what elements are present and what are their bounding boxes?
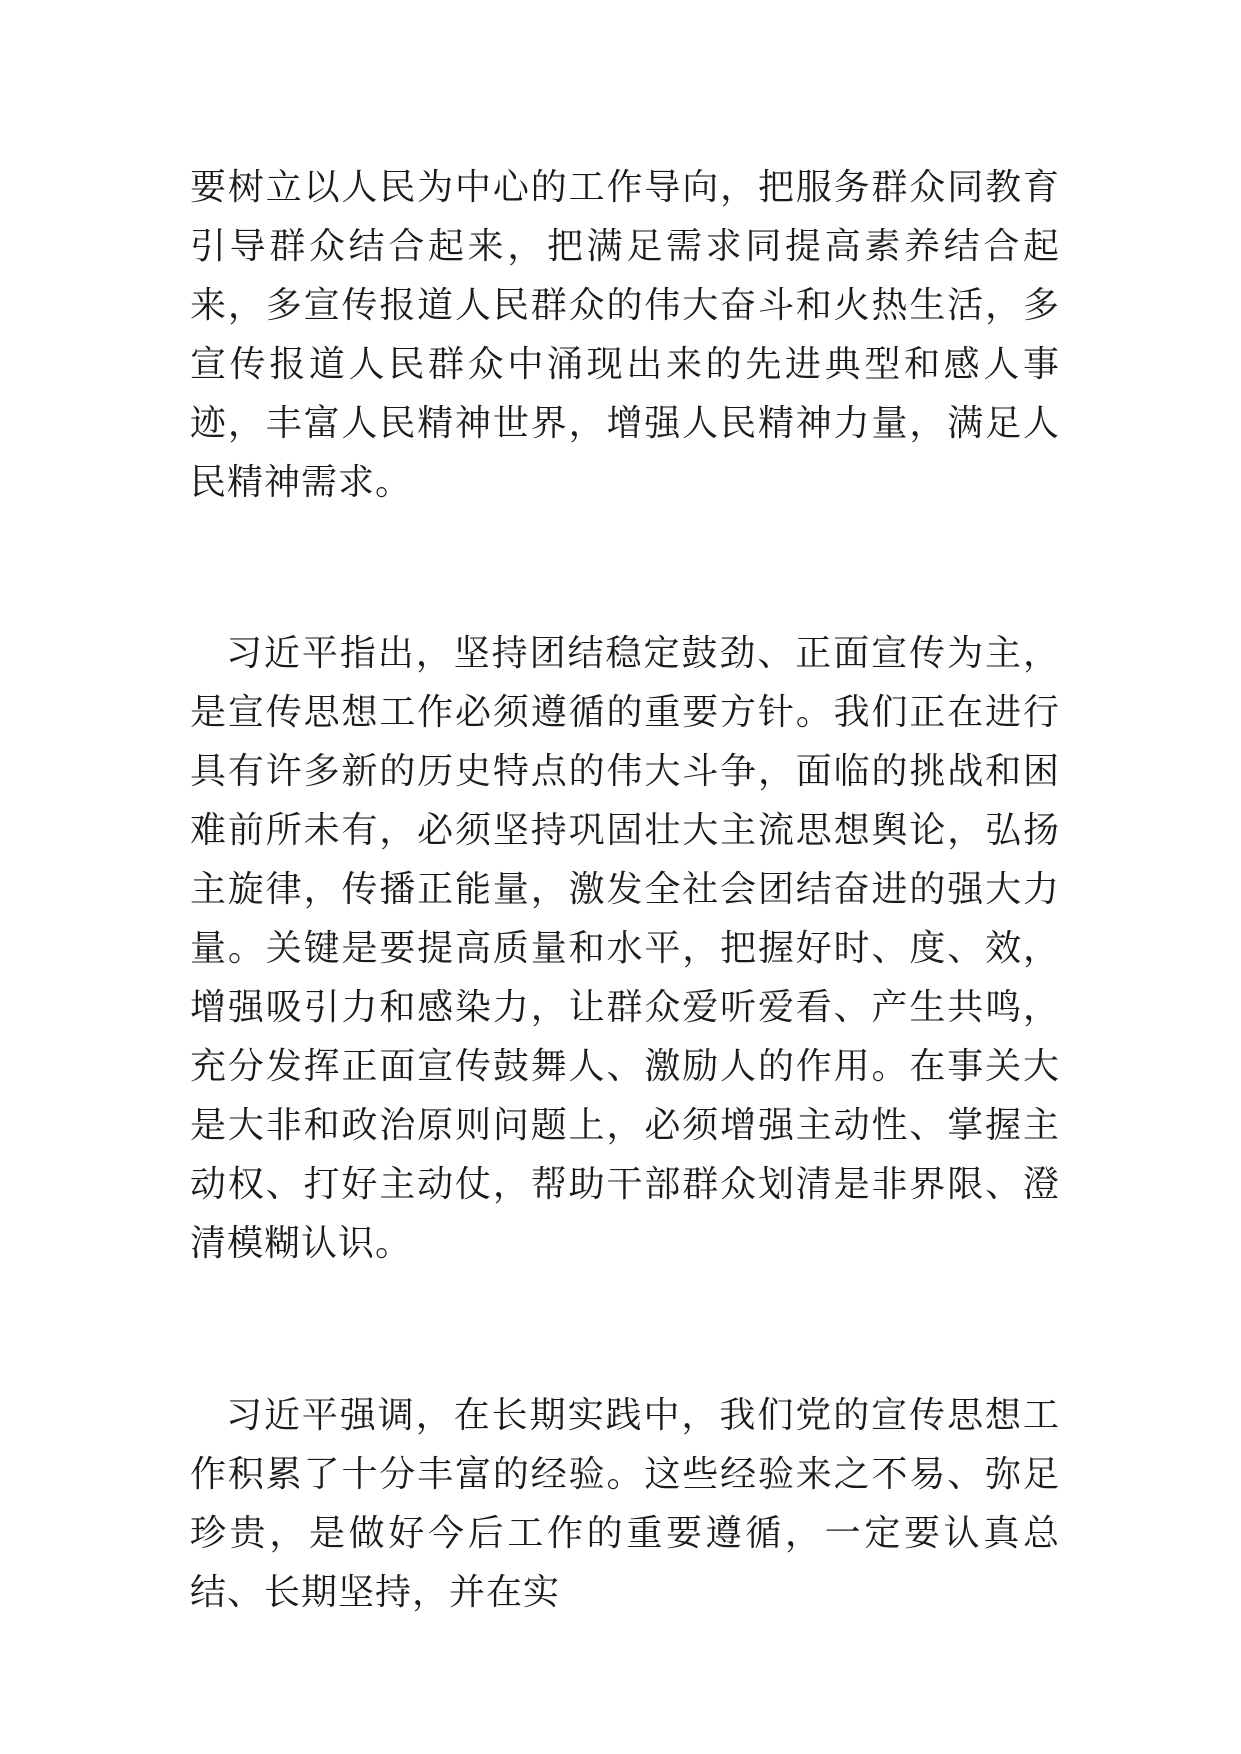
paragraph-3: 习近平强调，在长期实践中，我们党的宣传思想工作积累了十分丰富的经验。这些经验来之不易、弥足珍贵，是做好今后工作的重要遵循，一定要认真总结、长期坚持，并在实 (190, 1395, 1060, 1613)
paragraph-1: 要树立以人民为中心的工作导向，把服务群众同教育引导群众结合起来，把满足需求同提高素养结合起来，多宣传报道人民群众的伟大奋斗和火热生活，多宣传报道人民群众中涌现出来的先进典型和感人事迹，丰富人民精神世界，增强人民精神力量，满足人民精神需求。 (190, 167, 1060, 503)
paragraph-2: 习近平指出，坚持团结稳定鼓劲、正面宣传为主，是宣传思想工作必须遵循的重要方针。我们正在进行具有许多新的历史特点的伟大斗争，面临的挑战和困难前所未有，必须坚持巩固壮大主流思想舆论，弘扬主旋律，传播正能量，激发全社会团结奋进的强大力量。关键是要提高质量和水平，把握好时、度、效，增强吸引力和感染力，让群众爱听爱看、产生共鸣，充分发挥正面宣传鼓舞人、激励人的作用。在事关大是大非和政治原则问题上，必须增强主动性、掌握主动权、打好主动仗，帮助干部群众划清是非界限、澄清模糊认识。 (190, 633, 1060, 1264)
